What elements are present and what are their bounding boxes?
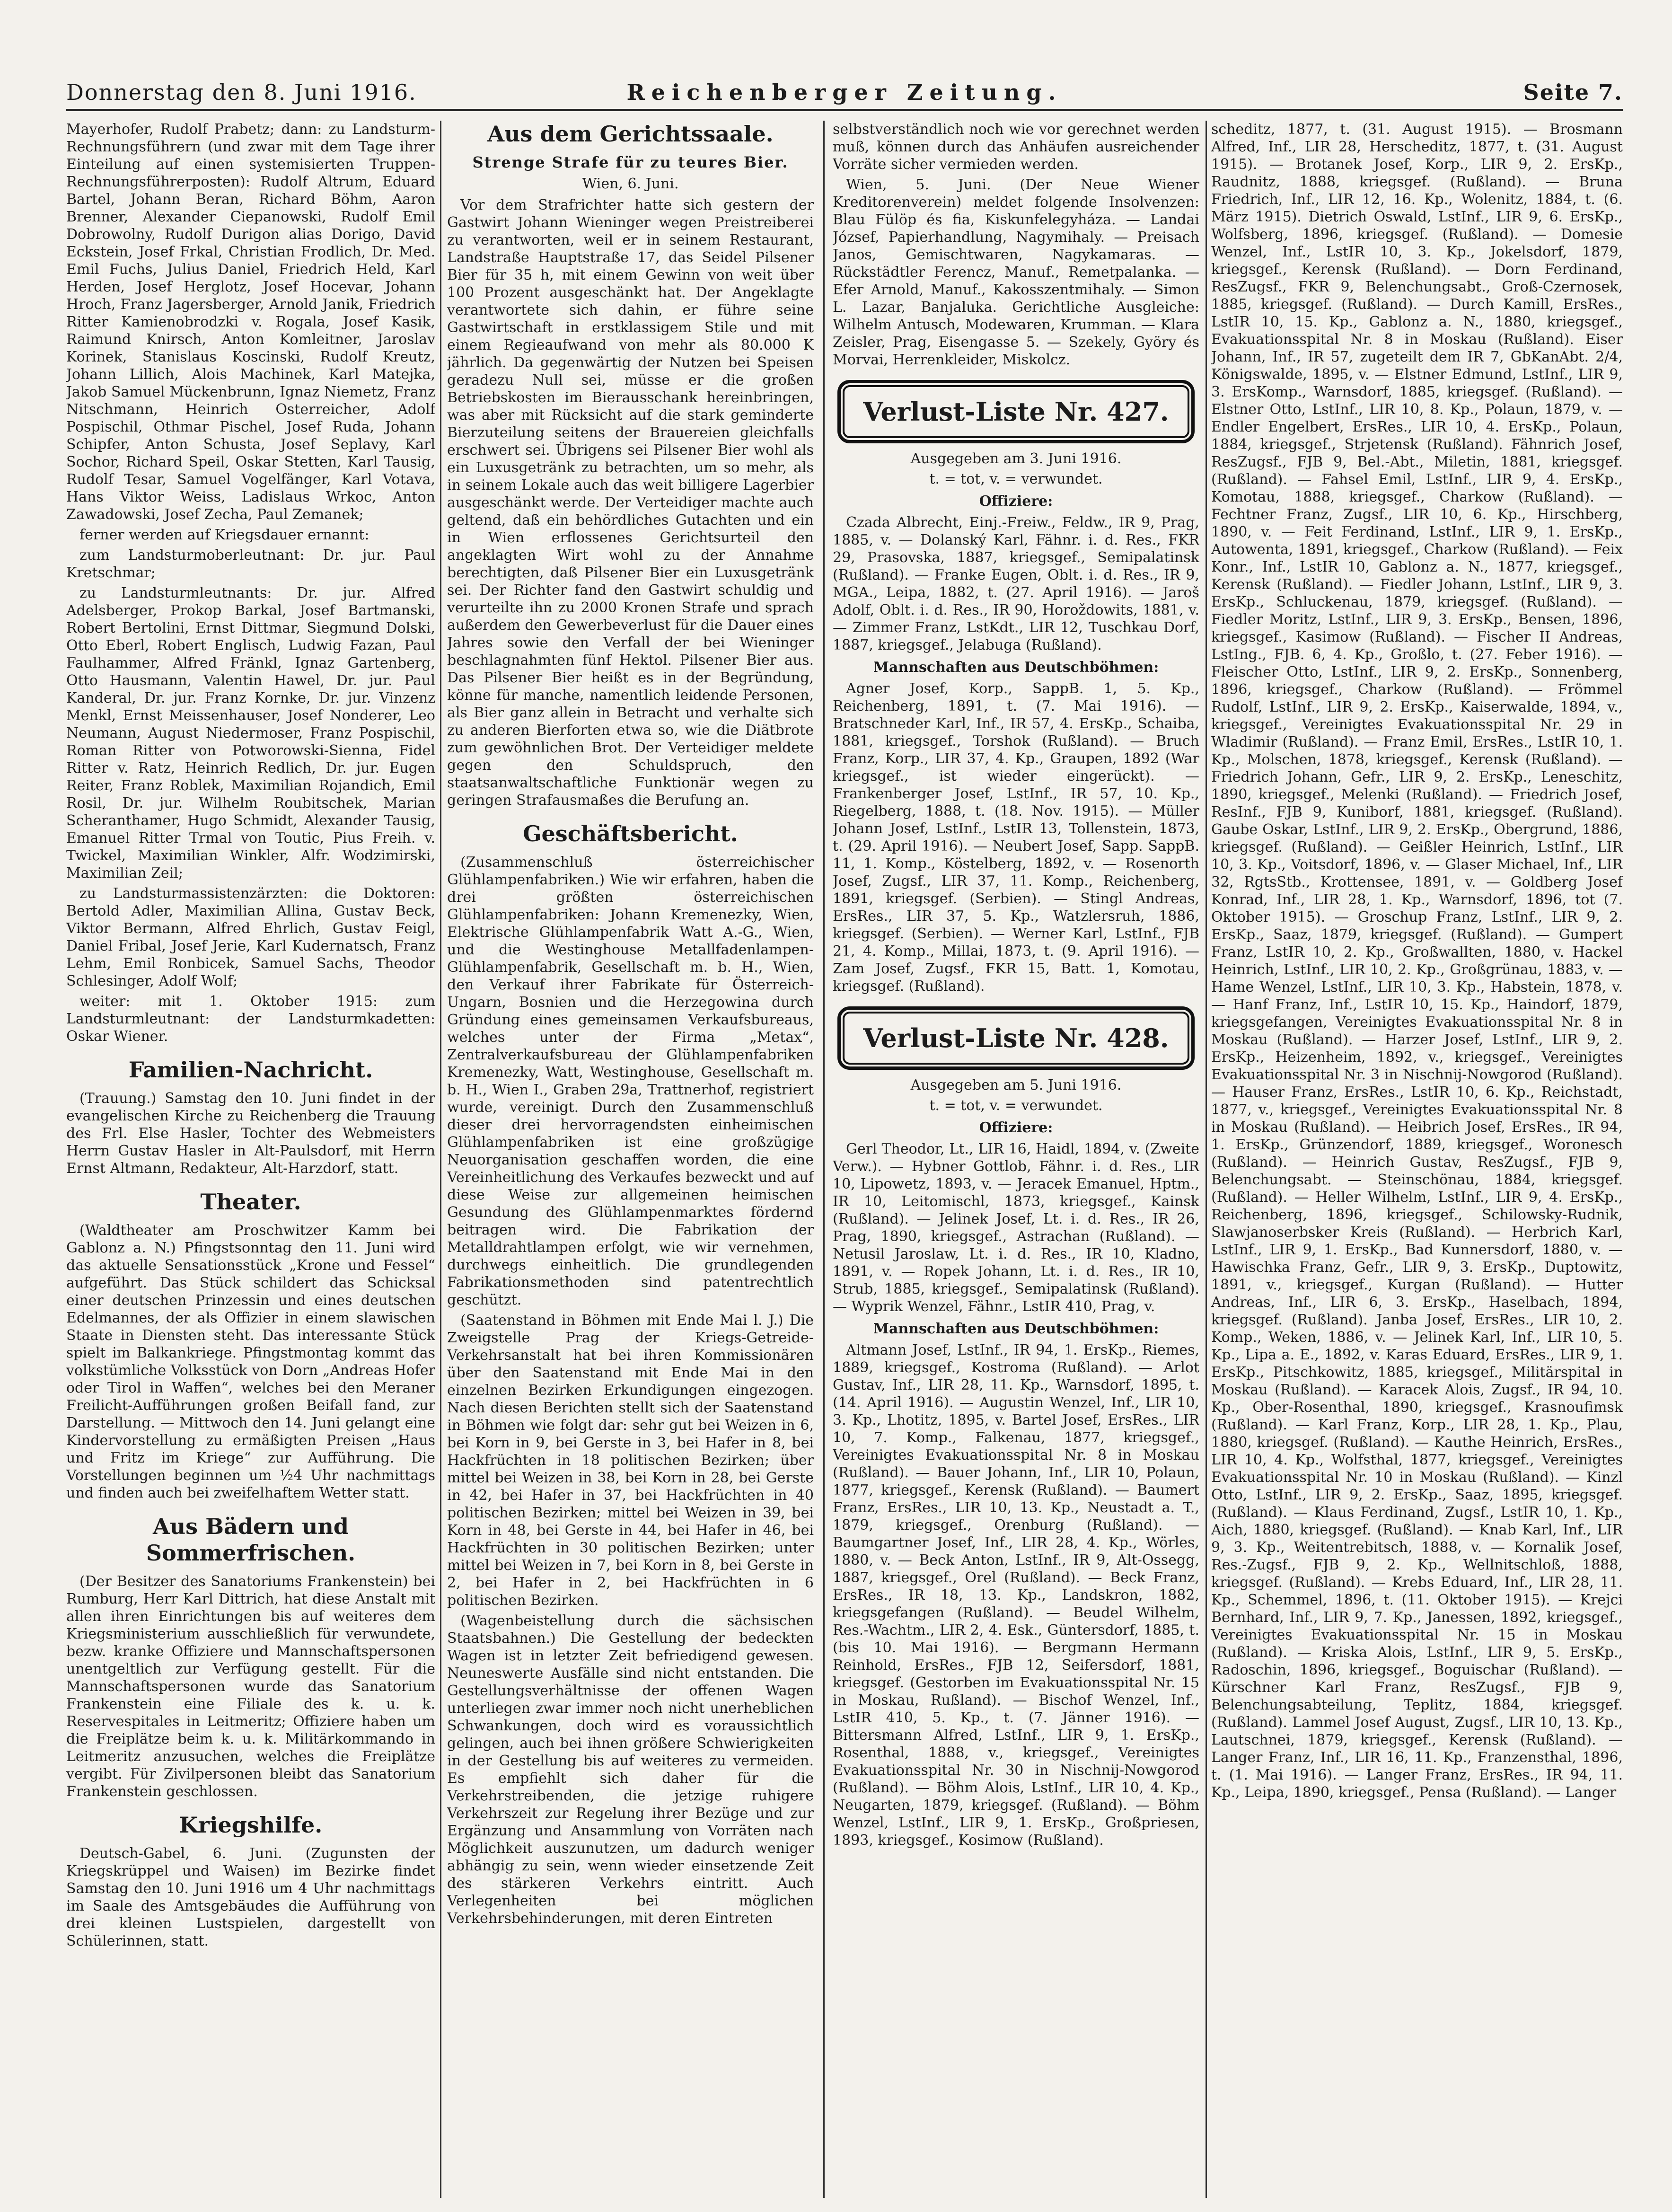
enlisted-heading: Mannschaften aus Deutschböhmen: [873,659,1159,676]
section-heading-theater: Theater. [200,1189,301,1215]
masthead-page-number: Seite 7. [1523,79,1623,105]
casualty-list-date: Ausgegeben am 5. Juni 1916. [910,1077,1122,1093]
column-divider [440,121,441,2198]
officers-heading: Offiziere: [979,493,1053,510]
column-4 [1211,121,1623,2198]
enlisted-list: Altmann Josef, LstInf., IR 94, 1. ErsKp., Riemes, 1889, kriegsgef., Kostroma (Rußland). — Arlot Gustav, Inf., LIR 28, 11. Kp., Warnsdorf, 1895, t. (14. April 1916). — Augustin Wenzel, Inf., LIR 10, 3. Kp., Lhotitz, 1895, v. Bartel Josef, ErsRes., LIR 10, 7. Komp., Falkenau, 1877, kriegsgef., Vereinigtes Evakuationsspital Nr. 8 in Moskau (Rußland). — Bauer Johann, Inf., LIR 10, Polaun, 1877, kriegsgef., Kerensk (Rußland). — Baumert Franz, ErsRes., LIR 10, 13. Kp., Neustadt a. T., 1879, kriegsgef., Orenburg (Rußland). — Baumgartner Josef, Inf., LIR 28, 4. Kp., Wörles, 1880, v. — Beck Anton, LstInf., IR 9, Alt-Ossegg, 1887, kriegsgef., Orel (Rußland). — Beck Franz, ErsRes., IR 18, 13. Kp., Landskron, 1882, kriegsgefangen (Rußland). — Beudel Wilhelm, Res.-Wachtm., LIR 2, 4. Esk., Güntersdorf, 1885, t. (bis 10. Mai 1916). — Bergmann Hermann Reinhold, ErsRes., FJB 12, Seifersdorf, 1881, kriegsgef. (Gestorben im Evakuationsspital Nr. 15 in Moskau, Rußland). — Bischof Wenzel, Inf., LstIR 410, 5. Kp., t. (7. Jänner 1916). — Bittersmann Alfred, LstInf., LIR 9, 1. ErsKp., Rosenthal, 1888, v., kriegsgef., Vereinigtes Evakuationsspital Nr. 30 in Nischnij-Nowgorod (Rußland). — Böhm Alois, LstInf., LIR 10, 4. Kp., Neugarten, 1879, kriegsgef. (Rußland). — Böhm Wenzel, LstInf., LIR 9, 1. ErsKp., Großpriesen, 1893, kriegsgef., Kosimow (Rußland). [833,1342,1199,1849]
casualty-list-legend: t. = tot, v. = verwundet. [929,471,1103,487]
article-dateline: Wien, 6. Juni. [582,176,679,192]
article-paragraph: zu Landsturmleutnants: Dr. jur. Alfred Adelsberger, Prokop Barkal, Josef Bartmanski, Robert Bertolini, Ernst Dittmar, Siegmund Dolski, Otto Eberl, Robert Englisch, Ludwig Fazan, Paul Faulhammer, Alfred Fränkl, Ignaz Gartenberg, Otto Hausmann, Valentin Hawel, Dr. jur. Paul Kanderal, Dr. jur. Franz Kornke, Dr. jur. Vinzenz Menkl, Ernst Meissenhauser, Josef Nonderer, Leo Neumann, August Niedermoser, Franz Pospischil, Roman Ritter von Potworowski-Sienna, Fidel Ritter v. Ratz, Heinrich Redlich, Dr. jur. Eugen Reiter, Franz Roblek, Maximilian Rojandich, Emil Rosil, Dr. jur. Wilhelm Roubitschek, Marian Scheranthamer, Hugo Schmidt, Alexander Tausig, Emanuel Ritter Trmal von Toutic, Pius Freih. v. Twickel, Maximilian Winkler, Alfr. Wodzimirski, Maximilian Zeil; [66,585,435,881]
masthead-date: Donnerstag den 8. Juni 1916. [66,79,417,105]
article-paragraph: ferner werden auf Kriegsdauer ernannt: [79,527,370,543]
business-article-continued: selbstverständlich noch wie vor gerechnet werden muß, können durch das Anhäufen ausreichender Vorräte sicher vermieden werden. [833,121,1199,173]
officers-list: Czada Albrecht, Einj.-Freiw., Feldw., IR 9, Prag, 1885, v. — Dolanský Karl, Fähnr. i. d. Res., FKR 29, Prasovska, 1887, kriegsgef., Semipalatinsk (Rußland). — Franke Eugen, Oblt. i. d. Res., IR 9, MGA., Leipa, 1882, t. (27. April 1916). — Jaroš Adolf, Oblt. i. d. Res., IR 90, Horoždowits, 1881, v. — Zimmer Franz, LstKdt., LIR 12, Tuschkau Dorf, 1887, kriegsgef., Jelabuga (Rußland). [833,514,1199,653]
column-1 [66,121,435,2198]
casualty-list-legend: t. = tot, v. = verwundet. [929,1097,1103,1114]
baths-notice: (Der Besitzer des Sanatoriums Frankenstein) bei Rumburg, Herr Karl Dittrich, hat diese Anstalt mit allen ihren Einrichtungen bis auf weiteres dem Kriegsministerium ausschließlich für verwundete, bezw. kranke Offiziere und Mannschaftspersonen unentgeltlich zur Verfügung gestellt. Für die Mannschaftspersonen wurde das Sanatorium Frankenstein eine Filiale des k. u. k. Reservespitales in Leitmeritz; Offiziere haben um die Freiplätze beim k. u. k. Militärkommando in Leitmeritz anzusuchen, welches die Freiplätze vergibt. Für Zivilpersonen bleibt das Sanatorium Frankenstein geschlossen. [66,1573,435,1800]
masthead [66,71,1623,111]
section-heading-baths: Aus Bädern und Sommerfrischen. [146,1514,356,1566]
court-article: Vor dem Strafrichter hatte sich gestern der Gastwirt Johann Wieninger wegen Preistreiberei zu verantworten, weil er in seinem Restaurant, Landstraße Hauptstraße 17, das Seidel Pilsener Bier für 35 h, mit einem Gewinn von weit über 100 Prozent ausgeschänkt hat. Der Angeklagte verantwortete sich dahin, er führe seine Gastwirtschaft in erstklassigem Stile und mit einem Regieaufwand von mehr als 80.000 K jährlich. Da gegenwärtig der Nutzen bei Speisen geradezu Null sei, müsse er die großen Betriebskosten im Bierausschank hereinbringen, was aber mit Rücksicht auf die stark geminderte Bierzuteilung seitens der Brauereien gleichfalls erschwert sei. Übrigens sei Pilsener Bier wohl als ein Luxusgetränk zu betrachten, um so mehr, als in seinem Lokale auch das weit billigere Lagerbier ausgeschänkt werde. Der Verteidiger machte auch geltend, daß ein behördliches Gutachten und ein in Wien erflossenes Gerichtsurteil den angeklagten Wirt wohl zu der Annahme berechtigten, daß Pilsener Bier ein Luxusgetränk sei. Der Richter fand den Gastwirt schuldig und verurteilte ihn zu 2000 Kronen Strafe und sprach außerdem den Gewerbeverlust für die Dauer eines Jahres sowie den Verfall der bei Wieninger beschlagnahmten fünf Hektol. Pilsener Bier aus. Das Pilsener Bier heißt es in der Begründung, könne für manche, namentlich leidende Personen, als Bier ganz allein in Betracht und verhalte sich zu anderen Bierforten etwa so, wie die Diätbrote zum gewöhnlichen Brot. Der Verteidiger meldete gegen den Schuldspruch, den staatsanwaltschaftliche Funktionär wegen zu geringen Strafausmaßes die Berufung an. [447,197,814,809]
business-article: (Zusammenschluß österreichischer Glühlampenfabriken.) Wie wir erfahren, haben die drei größten österreichischen Glühlampenfabriken: Johann Kremenezky, Wien, Elektrische Glühlampenfabrik Watt A.-G., Wien, und die Westinghouse Metallfadenlampen-Glühlampenfabrik, Gesellschaft m. b. H., Wien, den Verkauf ihrer Fabrikate für Österreich-Ungarn, Bosnien und die Herzegowina durch Gründung eines gemeinsamen Verkaufsbureaus, welches unter der Firma „Metax“, Zentralverkaufsbureau der Glühlampenfabriken Kremenezky, Watt, Westinghouse, Gesellschaft m. b. H., Wien I., Graben 29a, Trattnerhof, registriert wurde, vereinigt. Durch den Zusammenschluß dieser drei hervorragendsten einheimischen Glühlampenfabriken ist eine großzügige Neuorganisation geschaffen worden, die eine Vereinheitlichung des Verkaufes bezweckt und auf diese Weise zur allgemeinen heimischen Gesundung des Glühlampenmarktes fördernd beitragen wird. Die Fabrikation der Metalldrahtlampen erfolgt, wie wir vernehmen, durchwegs einheitlich. Die grundlegenden Fabrikationsmethoden sind patentrechtlich geschützt. [447,854,814,1308]
casualty-list-title: Verlust-Liste Nr. 428. [863,1022,1169,1053]
section-heading-court: Aus dem Gerichtssaale. [487,121,774,147]
promotion-list-text: Mayerhofer, Rudolf Prabetz; dann: zu Landsturm-Rechnungsführern (und zwar mit dem Tage ihrer Einteilung auf einen systemisierten Truppen-Rechnungsführerposten): Rudolf Altrum, Eduard Bartel, Johann Beran, Richard Böhm, Aaron Brenner, Alexander Ciepanowski, Rudolf Emil Dobrowolny, Rudolf Durigon alias Dorigo, David Eckstein, Josef Frkal, Christian Frodlich, Dr. Med. Emil Fuchs, Julius Daniel, Friedrich Held, Karl Herden, Josef Herglotz, Josef Hocevar, Johann Hroch, Franz Jagersberger, Arnold Janik, Friedrich Ritter Kamienobrodzki v. Rogala, Josef Kasik, Raimund Knirsch, Anton Komleitner, Jaroslav Korinek, Stanislaus Koscinski, Rudolf Kreutz, Johann Lillich, Alois Machinek, Karl Matejka, Jakob Samuel Mückenbrunn, Ignaz Niemetz, Franz Nitschmann, Heinrich Osterreicher, Adolf Pospischil, Othmar Pischel, Josef Ruda, Johann Schipfer, Anton Schusta, Josef Seplavy, Karl Sochor, Richard Speil, Oskar Stetten, Karl Tausig, Rudolf Tesar, Samuel Vogelfänger, Karl Votava, Hans Viktor Weiss, Ladislaus Wrkoc, Anton Zawadowski, Josef Zecha, Paul Zemanek; [66,121,435,523]
officers-list: Gerl Theodor, Lt., LIR 16, Haidl, 1894, v. (Zweite Verw.). — Hybner Gottlob, Fähnr. i. d. Res., LIR 10, Lipowetz, 1893, v. — Jeracek Emanuel, Hptm., IR 10, Leitomischl, 1873, kriegsgef., Kainsk (Rußland). — Jelinek Josef, Lt. i. d. Res., IR 26, Prag, 1890, kriegsgef., Astrachan (Rußland). — Netusil Jaroslaw, Lt. i. d. Res., IR 10, Kladno, 1891, v. — Ropek Johann, Lt. i. d. Res., IR 10, Strub, 1885, kriegsgef., Semipalatinsk (Rußland). — Wyprik Wenzel, Fähnr., LstIR 410, Prag, v. [833,1141,1199,1315]
business-article: (Saatenstand in Böhmen mit Ende Mai l. J.) Die Zweigstelle Prag der Kriegs-Getreide-Verkehrsanstalt hat bei ihren Kommissionären über den Saatenstand mit Ende Mai in den einzelnen Bezirken Erkundigungen eingezogen. Nach diesen Berichten stellt sich der Saatenstand in Böhmen wie folgt dar: sehr gut bei Weizen in 6, bei Korn in 9, bei Gerste in 3, bei Hafer in 8, bei Hackfrüchten in 18 politischen Bezirken; über mittel bei Weizen in 38, bei Korn in 28, bei Gerste in 42, bei Hafer in 37, bei Hackfrüchten in 40 politischen Bezirken; mittel bei Weizen in 39, bei Korn in 48, bei Gerste in 44, bei Hafer in 46, bei Hackfrüchten in 30 politischen Bezirken; unter mittel bei Weizen in 7, bei Korn in 8, bei Gerste in 2, bei Hafer in 2, bei Hackfrüchten in 6 politischen Bezirken. [447,1312,814,1609]
insolvency-notice: Wien, 5. Juni. (Der Neue Wiener Kreditorenverein) meldet folgende Insolvenzen: Blau Fülöp és fia, Kiskunfelegyháza. — Landai József, Papierhandlung, Nagymihaly. — Preisach Janos, Gemischtwaren, Nagykamaras. — Rückstädtler Ferencz, Manuf., Remetpalanka. — Efer Arnold, Manuf., Kakosszentmihaly. — Simon L. Lazar, Banjaluka. Gerichtliche Ausgleiche: Wilhelm Antusch, Modewaren, Krumman. — Klara Zeisler, Prag, Eisengasse 5. — Szekely, Györy és Morvai, Herrenkleider, Miskolcz. [833,176,1199,368]
article-paragraph: weiter: mit 1. Oktober 1915: zum Landsturmleutnant: der Landsturmkadetten: Oskar Wiener. [66,993,435,1045]
column-divider [1206,121,1207,2198]
officers-heading: Offiziere: [979,1119,1053,1136]
war-relief-notice: Deutsch-Gabel, 6. Juni. (Zugunsten der Kriegskrüppel und Waisen) im Bezirke findet Samstag den 10. Juni 1916 um 4 Uhr nachmittags im Saale des Amtsgebäudes die Aufführung von drei kleinen Lustspielen, dargestellt von Schülerinnen, statt. [66,1845,435,1949]
section-heading-war-relief: Kriegshilfe. [179,1812,323,1838]
theater-notice: (Waldtheater am Proschwitzer Kamm bei Gablonz a. N.) Pfingstsonntag den 11. Juni wird das aktuelle Sensationsstück „Krone und Fessel“ aufgeführt. Das Stück schildert das Schicksal einer deutschen Prinzessin und eines deutschen Edelmannes, der als Offizier in einem slawischen Staate in Diensten steht. Das interessante Stück spielt im Balkankriege. Pfingstmontag kommt das volkstümliche Volksstück von Dorn „Andreas Hofer oder Tirol in Waffen“, welches bei den Meraner Freilicht-Aufführungen großen Beifall fand, zur Darstellung. — Mittwoch den 14. Juni gelangt eine Kindervorstellung zu ermäßigten Preisen „Haus und Fritz im Kriege“ zur Aufführung. Die Vorstellungen beginnen um ½4 Uhr nachmittags und finden auch bei zweifelhaftem Wetter statt. [66,1222,435,1501]
enlisted-list: Agner Josef, Korp., SappB. 1, 5. Kp., Reichenberg, 1891, t. (7. Mai 1916). — Bratschneder Karl, Inf., IR 57, 4. ErsKp., Schaiba, 1881, kriegsgef., Torshok (Rußland). — Bruch Franz, Korp., LIR 37, 4. Kp., Graupen, 1892 (War kriegsgef., ist wieder eingerückt). — Frankenberger Josef, LstInf., IR 57, 10. Kp., Riegelberg, 1888, t. (18. Nov. 1915). — Müller Johann Josef, LstInf., LstIR 13, Tollenstein, 1873, t. (29. April 1916). — Neubert Josef, Sapp. SappB. 11, 1. Komp., Köstelberg, 1892, v. — Rosenorth Josef, Zugsf., LIR 37, 11. Komp., Reichenberg, 1891, kriegsgef. (Serbien). — Stingl Andreas, ErsRes., LIR 37, 5. Kp., Watzlersruh, 1886, kriegsgef. (Serbien). — Werner Karl, LstInf., FJB 21, 4. Komp., Millai, 1873, t. (9. April 1916). — Zam Josef, Zugsf., FKR 15, Batt. 1, Komotau, kriegsgef. (Rußland). [833,680,1199,995]
column-divider [823,121,825,2198]
enlisted-heading: Mannschaften aus Deutschböhmen: [873,1321,1159,1337]
business-article: (Wagenbeistellung durch die sächsischen Staatsbahnen.) Die Gestellung der bedeckten Wagen ist in letzter Zeit befriedigend gewesen. Neuneswerte Ausfälle sind nicht entstanden. Die Gestellungsverhältnisse der offenen Wagen unterliegen zwar immer noch nicht unerheblichen Schwankungen, doch wird es voraussichtlich gelingen, auch bei ihnen größere Schwierigkeiten in der Gestellung bis auf weiteres zu vermeiden. Es empfiehlt sich daher für die Verkehrstreibenden, die jetzige ruhigere Verkehrszeit zur Regelung ihrer Bezüge und zur Ergänzung und Ansammlung von Vorräten nach Möglichkeit auszunutzen, um dadurch weniger abhängig zu sein, wenn wieder einsetzende Zeit des stärkeren Verkehrs eintritt. Auch Verlegenheiten bei möglichen Verkehrsbehinderungen, mit deren Eintreten [447,1613,814,1927]
section-heading-family: Familien-Nachricht. [128,1057,373,1083]
masthead-title: Reichenberger Zeitung. [626,79,1063,105]
casualty-list-title-box [837,1006,1195,1070]
casualty-list-title-box [837,380,1195,443]
article-subheading: Strenge Strafe für zu teures Bier. [472,153,789,171]
enlisted-list-continued: scheditz, 1877, t. (31. August 1915). — Brosmann Alfred, Inf., LIR 28, Herscheditz, 1877, t. (31. August 1915). — Brotanek Josef, Korp., LIR 9, 2. ErsKp., Raudnitz, 1888, kriegsgef. (Rußland). — Bruna Friedrich, Inf., LIR 12, 16. Kp., Wolenitz, 1884, t. (6. März 1915). Dietrich Oswald, LstInf., LIR 9, 6. ErsKp., Wolfsberg, 1896, kriegsgef. (Rußland). — Domesie Wenzel, Inf., LstIR 10, 3. Kp., Jokelsdorf, 1879, kriegsgef., Kerensk (Rußland). — Dorn Ferdinand, ResZugsf., FKR 9, Belenchungsabt., Groß-Czernosek, 1885, kriegsgef. (Rußland). — Durch Kamill, ErsRes., LstIR 10, 15. Kp., Gablonz a. N., 1880, kriegsgef., Evakuationsspital Nr. 8 in Moskau (Rußland). Eiser Johann, Inf., IR 57, zugeteilt dem IR 7, GbKanAbt. 2/4, Königswalde, 1895, v. — Elstner Edmund, LstInf., LIR 9, 3. ErsKomp., Warnsdorf, 1885, kriegsgef. (Rußland). — Elstner Otto, LstInf., LIR 10, 8. Kp., Polaun, 1879, v. — Endler Engelbert, ErsRes., LIR 10, 4. ErsKp., Polaun, 1884, kriegsgef., Strjetensk (Rußland). Fähnrich Josef, ResZugsf., FJB 9, Bel.-Abt., Miletin, 1881, kriegsgef. (Rußland). — Fahsel Emil, LstInf., LIR 9, 4. ErsKp., Komotau, 1888, kriegsgef., Charkow (Rußland). — Fechtner Franz, Zugsf., LIR 10, 6. Kp., Hirschberg, 1890, v. — Feit Ferdinand, LstInf., LIR 9, 1. ErsKp., Autowenta, 1891, kriegsgef., Charkow (Rußland). — Feix Konr., Inf., LstIR 10, Gablonz a. N., 1877, kriegsgef., Kerensk (Rußland). — Fiedler Johann, LstInf., LIR 9, 3. ErsKp., Schluckenau, 1879, kriegsgef. (Rußland). — Fiedler Moritz, LstInf., LIR 9, 3. ErsKp., Bensen, 1896, kriegsgef., Kasimow (Rußland). — Fischer II Andreas, LstIng., FJB. 6, 4. Kp., Großlo, t. (27. Feber 1916). — Fleischer Otto, LstInf., LIR 9, 2. ErsKp., Sonnenberg, 1896, kriegsgef., Charkow (Rußland). — Frömmel Rudolf, LstInf., LIR 9, 2. ErsKp., Kaiserwalde, 1894, v., kriegsgef., Vereinigtes Evakuationsspital Nr. 29 in Wladimir (Rußland). — Franz Emil, ErsRes., LstIR 10, 1. Kp., Molschen, 1878, kriegsgef., Kerensk (Rußland). — Friedrich Johann, Gefr., LIR 9, 2. ErsKp., Leneschitz, 1890, kriegsgef., Melenki (Rußland). — Friedrich Josef, ResInf., FJB 9, Kuniborf, 1881, kriegsgef. (Rußland). Gaube Oskar, LstInf., LIR 9, 2. ErsKp., Obergrund, 1886, kriegsgef. (Rußland). — Geißler Heinrich, LstInf., LIR 10, 3. Kp., Voitsdorf, 1896, v. — Glaser Michael, Inf., LIR 32, RgtsStb., Krottensee, 1891, v. — Goldberg Josef Konrad, Inf., LIR 28, 1. Kp., Warnsdorf, 1896, tot (7. Oktober 1915). — Groschup Franz, LstInf., LIR 9, 2. ErsKp., Saaz, 1879, kriegsgef. (Rußland). — Gumpert Franz, LstIR 10, 2. Kp., Großwallten, 1880, v. Hackel Heinrich, LstInf., LIR 10, 2. Kp., Großgrünau, 1883, v. — Hame Wenzel, LstInf., LIR 10, 3. Kp., Habstein, 1878, v. — Hanf Franz, Inf., LstIR 10, 15. Kp., Haindorf, 1879, kriegsgefangen, Vereinigtes Evakuationsspital Nr. 8 in Moskau (Rußland). — Harzer Josef, LstInf., LIR 9, 2. ErsKp., Heizenheim, 1892, v., kriegsgef., Vereinigtes Evakuationsspital Nr. 3 in Nischnij-Nowgorod (Rußland). — Hauser Franz, ErsRes., LstIR 10, 6. Kp., Reichstadt, 1877, v., kriegsgef., Vereinigtes Evakuationsspital Nr. 8 in Moskau (Rußland). — Heibrich Josef, ErsRes., IR 94, 1. ErsKp., Grünzendorf, 1889, kriegsgef., Woronesch (Rußland). — Heinrich Gustav, ResZugsf., FJB 9, Belenchungsabt. — Steinschönau, 1884, kriegsgef. (Rußland). — Heller Wilhelm, LstInf., LIR 9, 4. ErsKp., Reichenberg, 1896, kriegsgef., Schilowsky-Rudnik, Slawjanoserbsker Kreis (Rußland). — Herbrich Karl, LstInf., LIR 9, 1. ErsKp., Bad Kunnersdorf, 1880, v. — Hawischka Franz, Gefr., LIR 9, 3. ErsKp., Duptowitz, 1891, v., kriegsgef., Kurgan (Rußland). — Hutter Andreas, Inf., LIR 6, 3. ErsKp., Haselbach, 1894, kriegsgef. (Rußland). Janba Josef, ErsRes., LIR 10, 2. Komp., Weken, 1886, v. — Jelinek Karl, Inf., LIR 10, 5. Kp., Lipa a. E., 1892, v. Karas Eduard, ErsRes., LIR 9, 1. ErsKp., Pitschkowitz, 1885, kriegsgef., Militärspital in Moskau (Rußland). — Karacek Alois, Zugsf., IR 94, 10. Kp., Ober-Rosenthal, 1890, kriegsgef., Krasnoufimsk (Rußland). — Karl Franz, Korp., LIR 28, 1. Kp., Plau, 1880, kriegsgef. (Rußland). — Kauthe Heinrich, ErsRes., LIR 10, 4. Kp., Wolfsthal, 1877, kriegsgef., Vereinigtes Evakuationsspital Nr. 10 in Moskau (Rußland). — Kinzl Otto, LstInf., LIR 9, 2. ErsKp., Saaz, 1895, kriegsgef. (Rußland). — Klaus Ferdinand, Zugsf., LstIR 10, 1. Kp., Aich, 1880, kriegsgef. (Rußland). — Knab Karl, Inf., LIR 9, 3. Kp., Weitentrebitsch, 1888, v. — Kornalik Josef, Res.-Zugsf., FJB 9, 2. Kp., Wellnitschloß, 1888, kriegsgef. (Rußland). — Krebs Eduard, Inf., LIR 28, 11. Kp., Schemmel, 1896, t. (11. Oktober 1915). — Krejci Bernhard, Inf., LIR 9, 7. Kp., Janessen, 1892, kriegsgef., Vereinigtes Evakuationsspital Nr. 15 in Moskau (Rußland). — Kriska Alois, LstInf., LIR 9, 5. ErsKp., Radoschin, 1896, kriegsgef., Boguischar (Rußland). — Kürschner Karl Franz, ResZugsf., FJB 9, Belenchungsabteilung, Teplitz, 1884, kriegsgef. (Rußland). Lammel Josef August, Zugsf., LIR 10, 13. Kp., Lautschnei, 1879, kriegsgef., Kerensk (Rußland). — Langer Franz, Inf., LIR 16, 11. Kp., Franzensthal, 1896, t. (1. Mai 1916). — Langer Franz, ErsRes., IR 94, 11. Kp., Leipa, 1890, kriegsgef., Pensa (Rußland). — Langer [1211,121,1623,1801]
casualty-list-title: Verlust-Liste Nr. 427. [863,396,1169,427]
article-paragraph: zu Landsturmassistenzärzten: die Doktoren: Bertold Adler, Maximilian Allina, Gustav Beck, Viktor Bermann, Alfred Ehrlich, Gustav Feigl, Daniel Fribal, Josef Jerie, Karl Kudernatsch, Franz Lehm, Emil Ronbicek, Samuel Sachs, Theodor Schlesinger, Adolf Wolf; [66,885,435,989]
section-heading-business: Geschäftsbericht. [523,821,738,846]
family-notice: (Trauung.) Samstag den 10. Juni findet in der evangelischen Kirche zu Reichenberg die Trauung des Frl. Else Hasler, Tochter des Webmeisters Herrn Gustav Hasler in Alt-Paulsdorf, mit Herrn Ernst Altmann, Redakteur, Alt-Harzdorf, statt. [66,1090,435,1177]
article-paragraph: zum Landsturmoberleutnant: Dr. jur. Paul Kretschmar; [66,547,435,581]
casualty-list-date: Ausgegeben am 3. Juni 1916. [910,450,1122,467]
column-3 [833,121,1199,2198]
column-2 [447,121,814,2198]
